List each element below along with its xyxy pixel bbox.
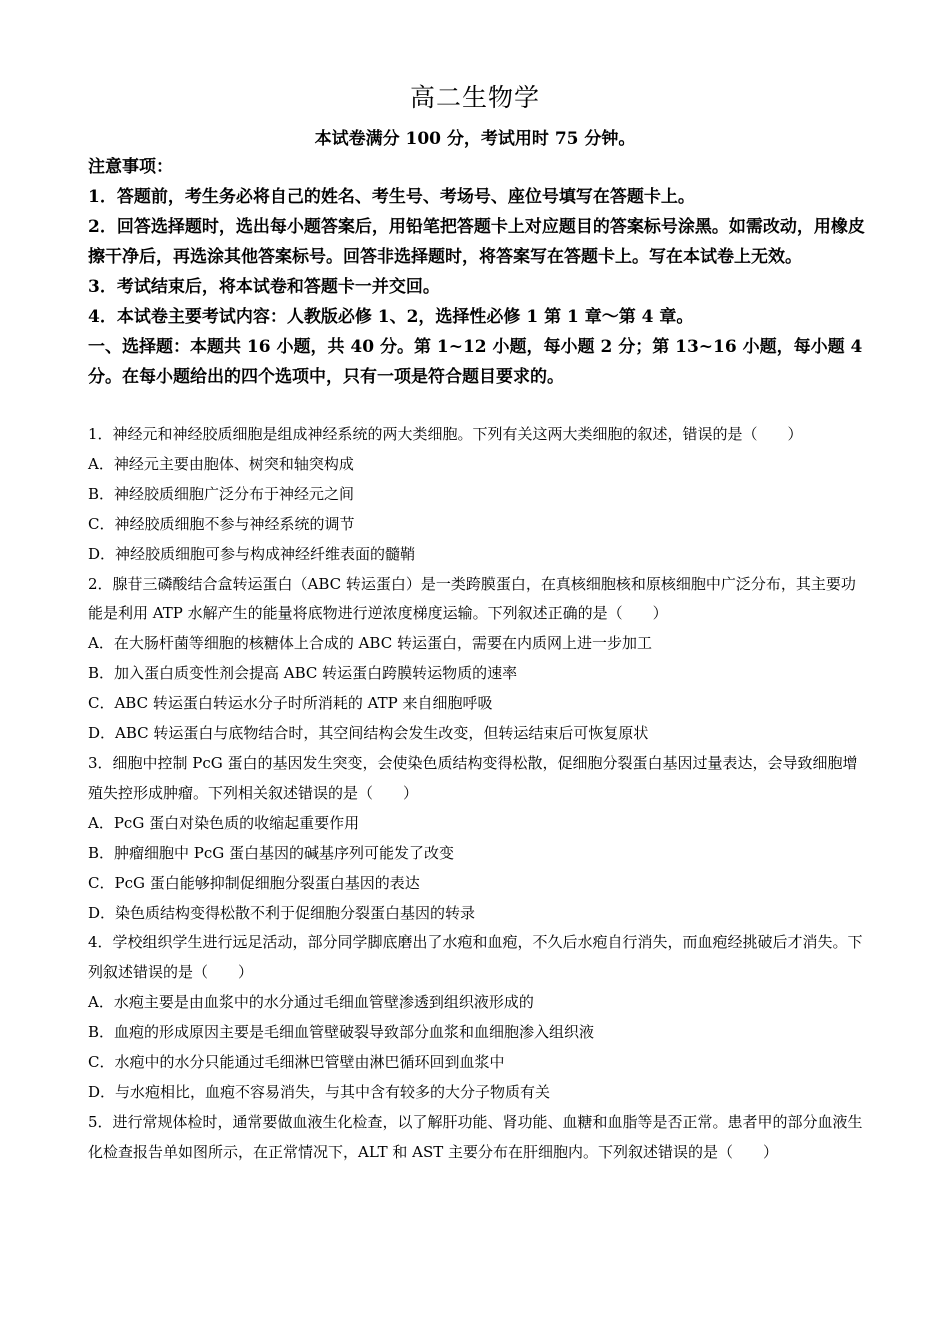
question-stem: 3．细胞中控制 PcG 蛋白的基因发生突变，会使染色质结构变得松散，促细胞分裂蛋白基因过量表达，会导致细胞增殖失控形成肿瘤。下列相关叙述错误的是（ ） [88,753,858,802]
notice-item: 1．答题前，考生务必将自己的姓名、考生号、考场号、座位号填写在答题卡上。 [88,187,695,207]
question-option: C．PcG 蛋白能够抑制促细胞分裂蛋白基因的表达 [88,873,420,892]
question-option: D．染色质结构变得松散不利于促细胞分裂蛋白基因的转录 [88,903,476,922]
question-4 [88,928,868,1107]
question-option: B．肿瘤细胞中 PcG 蛋白基因的碱基序列可能发了改变 [88,843,455,862]
question-1 [88,420,868,570]
notice-item: 4．本试卷主要考试内容：人教版必修 1、2，选择性必修 1 第 1 章～第 4 章。 [88,307,694,327]
notice-item: 2．回答选择题时，选出每小题答案后，用铅笔把答题卡上对应题目的答案标号涂黑。如需改动，用橡皮擦干净后，再选涂其他答案标号。回答非选择题时，将答案写在答题卡上。写在本试卷上无效。 [88,217,865,267]
question-5 [88,1108,868,1168]
page-title: 高二生物学 [409,83,540,112]
question-option: D．与水疱相比，血疱不容易消失，与其中含有较多的大分子物质有关 [88,1082,551,1101]
question-stem: 5．进行常规体检时，通常要做血液生化检查，以了解肝功能、肾功能、血糖和血脂等是否正常。患者甲的部分血液生化检查报告单如图所示，在正常情况下，ALT 和 AST 主要分布在肝细胞内。下列叙述错误的是（ ） [88,1112,863,1161]
question-option: C．ABC 转运蛋白转运水分子时所消耗的 ATP 来自细胞呼吸 [88,694,493,713]
question-option: B．血疱的形成原因主要是毛细血管壁破裂导致部分血浆和血细胞渗入组织液 [88,1023,595,1042]
notice-heading: 注意事项： [88,157,173,177]
question-option: D．ABC 转运蛋白与底物结合时，其空间结构会发生改变，但转运结束后可恢复原状 [88,724,649,743]
question-stem: 2．腺苷三磷酸结合盒转运蛋白（ABC 转运蛋白）是一类跨膜蛋白，在真核细胞核和原核细胞中广泛分布，其主要功能是利用 ATP 水解产生的能量将底物进行逆浓度梯度运输。下列叙述正确的是（ ） [88,574,856,623]
question-option: A．神经元主要由胞体、树突和轴突构成 [88,454,354,473]
question-option: A．PcG 蛋白对染色质的收缩起重要作用 [88,813,360,832]
question-option: B．神经胶质细胞广泛分布于神经元之间 [88,484,355,503]
question-stem: 4．学校组织学生进行远足活动，部分同学脚底磨出了水疱和血疱，不久后水疱自行消失，而血疱经挑破后才消失。下列叙述错误的是（ ） [88,933,863,982]
question-2 [88,570,868,749]
notice-section [88,152,868,392]
question-option: C．水疱中的水分只能通过毛细淋巴管壁由淋巴循环回到血浆中 [88,1053,505,1072]
section-heading: 一、选择题：本题共 16 小题，共 40 分。第 1~12 小题，每小题 2 分；第 13~16 小题，每小题 4 分。在每小题给出的四个选项中，只有一项是符合题目要求的。 [88,337,863,387]
exam-info: 本试卷满分 100 分，考试用时 75 分钟。 [314,129,636,149]
question-option: A．水疱主要是由血浆中的水分通过毛细血管壁渗透到组织液形成的 [88,993,534,1012]
notice-item: 3．考试结束后，将本试卷和答题卡一并交回。 [88,277,440,297]
question-option: C．神经胶质细胞不参与神经系统的调节 [88,514,355,533]
question-option: A．在大肠杆菌等细胞的核糖体上合成的 ABC 转运蛋白，需要在内质网上进一步加工 [88,634,652,653]
question-stem: 1．神经元和神经胶质细胞是组成神经系统的两大类细胞。下列有关这两大类细胞的叙述，错误的是（ ） [88,425,803,443]
question-3 [88,749,868,928]
question-option: D．神经胶质细胞可参与构成神经纤维表面的髓鞘 [88,544,416,563]
question-list [88,420,868,1168]
question-option: B．加入蛋白质变性剂会提高 ABC 转运蛋白跨膜转运物质的速率 [88,664,518,683]
